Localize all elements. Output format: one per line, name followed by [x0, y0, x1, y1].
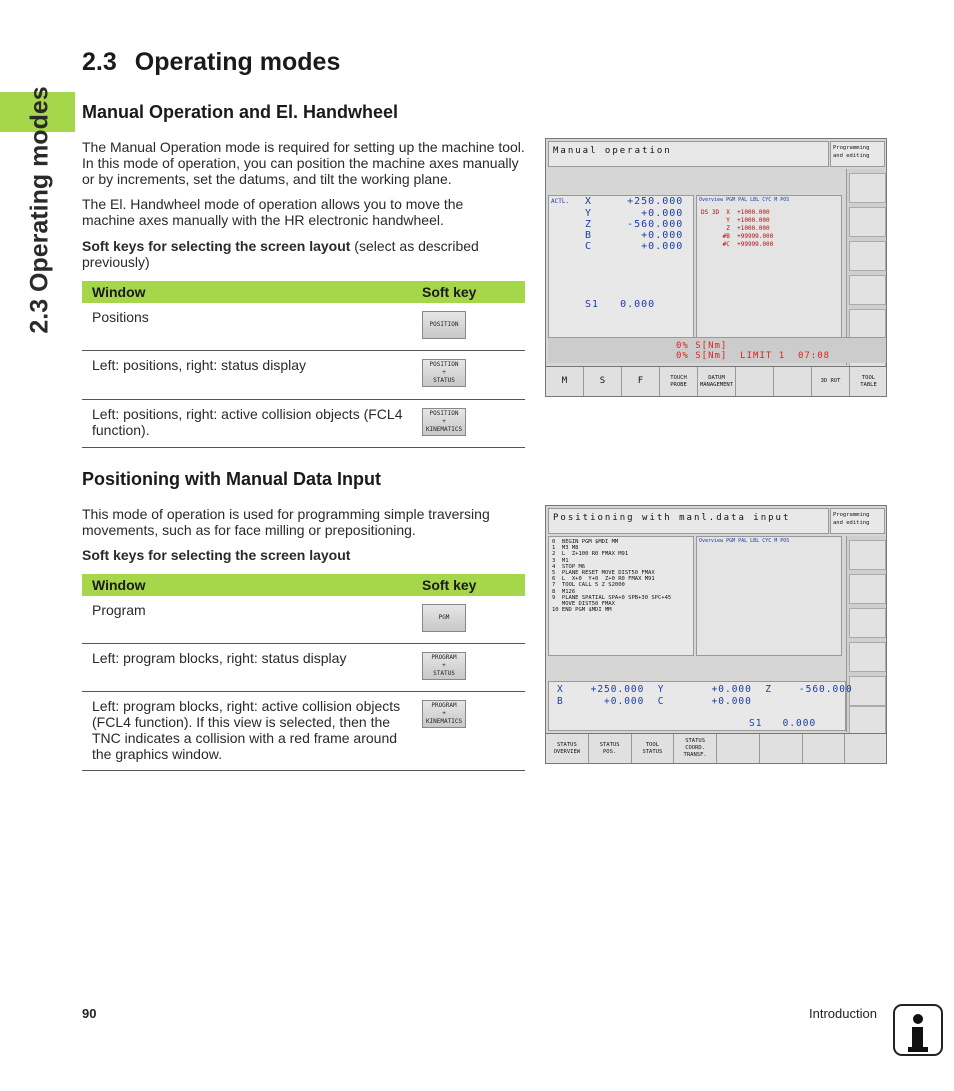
page-title: 2.3 Operating modes [82, 48, 341, 76]
table-row: Left: program blocks, right: active collision objects (FCL4 function). If this view is selected, then the TNC indicates a collision with a red frame around the graphics window. PROGRAM + KINEMATICS [82, 691, 525, 770]
page-number: 90 [82, 1006, 97, 1021]
mdi-softkeys-intro: Soft keys for selecting the screen layout [82, 547, 351, 563]
softkey-empty[interactable] [760, 734, 803, 763]
horizontal-softkey-bar [546, 733, 887, 763]
softkey-empty[interactable] [774, 367, 812, 396]
mdi-screenshot [545, 505, 887, 764]
vertical-softkey-bar [846, 169, 887, 365]
softkey-f[interactable]: F [622, 367, 660, 396]
softkey-status-pos[interactable]: STATUS POS. [589, 734, 632, 763]
softkey-position-status[interactable]: POSITION + STATUS [422, 359, 466, 387]
manual-heading: Manual Operation and El. Handwheel [82, 102, 399, 122]
softkey-status-coord-transf[interactable]: STATUS COORD. TRANSF. [674, 734, 717, 763]
info-icon [893, 1004, 943, 1056]
side-chapter-title: 2.3 Operating modes [25, 86, 54, 334]
manual-softkeys-intro: Soft keys for selecting the screen layout (select as described previously) [82, 238, 479, 270]
screen-mode-secondary: Programming and editing [830, 141, 885, 167]
screen-mode-secondary: Programming and editing [830, 508, 885, 534]
softkey-program-kinematics[interactable]: PROGRAM + KINEMATICS [422, 700, 466, 728]
manual-para2: The El. Handwheel mode of operation allows you to move the machine axes manually with the HR electronic handwheel. [82, 196, 464, 228]
manual-softkey-table: Window Soft key Positions POSITION Left: positions, right: status display POSITION + STATUS Left: positions, right: active collision objects (FCL4 function). POSITION + KINEMATICS [82, 281, 525, 448]
softkey-status-overview[interactable]: STATUS OVERVIEW [546, 734, 589, 763]
softkey-program-status[interactable]: PROGRAM + STATUS [422, 652, 466, 680]
softkey-s[interactable]: S [584, 367, 622, 396]
footer-section: Introduction [809, 1006, 877, 1021]
mdi-heading: Positioning with Manual Data Input [82, 469, 381, 489]
table-row: Left: positions, right: active collision objects (FCL4 function). POSITION + KINEMATICS [82, 399, 525, 447]
table-row: Left: program blocks, right: status display PROGRAM + STATUS [82, 643, 525, 691]
softkey-tool-status[interactable]: TOOL STATUS [632, 734, 675, 763]
softkey-datum-management[interactable]: DATUM MANAGEMENT [698, 367, 736, 396]
table-row: Left: positions, right: status display POSITION + STATUS [82, 350, 525, 399]
position-display: ACTL. X +250.000 Y +0.000 Z -560.000 B +0.000 C +0.000 S1 0.000 [548, 195, 694, 340]
vertical-softkey-bar [846, 536, 887, 732]
softkey-tool-table[interactable]: TOOL TABLE [850, 367, 887, 396]
softkey-position[interactable]: POSITION [422, 311, 466, 339]
screen-mode-title: Manual operation [548, 141, 829, 167]
table-row: Program PGM [82, 596, 525, 643]
mdi-softkey-table: Window Soft key Program PGM Left: program blocks, right: status display PROGRAM + STATUS Left: program blocks, right: active collision objects (FCL4 function). If this view is selected, then the TNC indicates a collision with a red frame around the graphics window. PROGRAM + KINEMATICS [82, 574, 525, 771]
screen-mode-title: Positioning with manl.data input [548, 508, 829, 534]
softkey-empty[interactable] [717, 734, 760, 763]
softkey-position-kinematics[interactable]: POSITION + KINEMATICS [422, 408, 466, 436]
status-display: Overview PGM PAL LBL CYC M POS [696, 536, 842, 656]
status-display: Overview PGM PAL LBL CYC M POS DS 3D X +1000.000 Y +1000.000 Z +1000.000 #B +99999.000 #C +99999.000 [696, 195, 842, 340]
softkey-empty[interactable] [736, 367, 774, 396]
softkey-m[interactable]: M [546, 367, 584, 396]
mdi-para1: This mode of operation is used for programming simple traversing movements, such as for face milling or prepositioning. [82, 506, 490, 538]
softkey-3d-rot[interactable]: 3D ROT [812, 367, 850, 396]
program-blocks: 0 BEGIN PGM $MDI MM 1 M3 M8 2 L Z+100 R0 FMAX M91 3 M1 4 STOP M6 5 PLANE RESET MOVE DIST50 FMAX 6 L X+0 Y+0 Z+0 R0 FMAX M91 7 TOOL CALL 5 Z S2000 8 M126 9 PLANE SPATIAL SPA+0 SPB+30 SPC+45 MOVE DIST50 FMAX 10 END PGM $MDI MM [548, 536, 694, 656]
alert-area: 0% S[Nm] 0% S[Nm] LIMIT 1 07:08 [548, 337, 887, 363]
table-row: Positions POSITION [82, 303, 525, 350]
softkey-empty[interactable] [803, 734, 846, 763]
softkey-pgm[interactable]: PGM [422, 604, 466, 632]
manual-operation-screenshot [545, 138, 887, 397]
softkey-empty[interactable] [845, 734, 887, 763]
position-display: X +250.000 Y +0.000 Z -560.000 B +0.000 C +0.000 S1 0.000 [548, 681, 846, 731]
horizontal-softkey-bar [546, 366, 887, 396]
manual-para1: The Manual Operation mode is required for setting up the machine tool. In this mode of operation, you can position the machine axes manually or by increments, set the datums, and tilt the working plane. [82, 139, 525, 187]
softkey-touch-probe[interactable]: TOUCH PROBE [660, 367, 698, 396]
